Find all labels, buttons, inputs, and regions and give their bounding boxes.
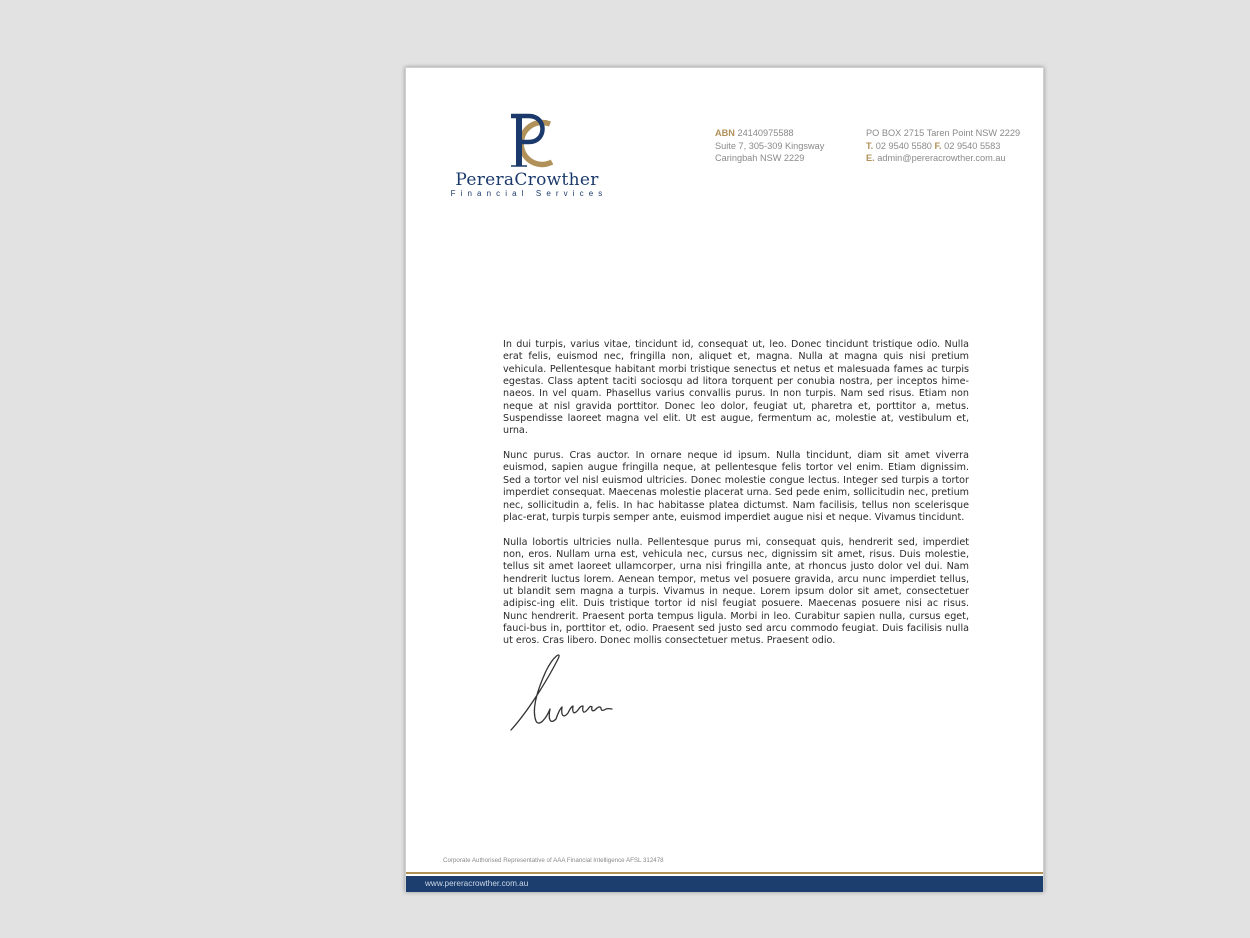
letterhead-page <box>405 67 1044 892</box>
phone-label: T. <box>866 140 874 151</box>
address-line-2: Caringbah NSW 2229 <box>715 153 805 164</box>
footer-bar <box>406 876 1043 892</box>
fax-value: 02 9540 5583 <box>941 140 1001 151</box>
footer-gold-rule <box>406 872 1043 874</box>
abn-line <box>715 127 824 140</box>
abn-value: 24140975588 <box>734 128 794 138</box>
abn-label: ABN <box>715 128 735 138</box>
body-paragraph: Nulla lobortis ultricies nulla. Pellentesque purus mi, consequat quis, hendrerit sed, imperdiet non, eros. Nullam urna est, vehicula nec, cursus nec, dignissim sit amet, risus. Duis molestie, tellus sit amet laoreet ullamcorper, urna nisi fringilla ante, at rhoncus justo dolor vel dui. Nam hendrerit luctus lorem. Aenean tempor, metus vel posuere gravida, arcu nunc imperdiet tellus, ut blandit sem magna a turpis. Vivamus in neque. Lorem ipsum dolor sit amet, consectetuer adipisc-ing elit. Duis tristique tortor id nisl feugiat posuere. Maecenas posuere nisi ac risus. Nunc hendrerit. Praesent porta tempus ligula. Morbi in leo. Curabitur sapien nulla, cursus eget, fauci-bus in, porttitor et, odio. Praesent sed justo sed arcu commodo feugiat. Duis facilisis nulla ut eros. Cras libero. Donec mollis consectetuer metus. Praesent odio. <box>503 536 969 647</box>
phone-value: 02 9540 5580 <box>873 140 935 151</box>
contact-block-right <box>866 127 1020 165</box>
company-tagline: Financial Services <box>450 189 608 198</box>
handwritten-signature <box>506 653 616 733</box>
pc-monogram-icon <box>500 112 570 170</box>
footer-disclaimer: Corporate Authorised Representative of AAA Financial Intelligence AFSL 312478 <box>443 857 664 864</box>
email-value: admin@pereracrowther.com.au <box>874 153 1006 164</box>
letter-body <box>503 339 969 660</box>
email-label: E. <box>866 153 875 164</box>
phone-fax-line <box>866 140 1020 153</box>
company-logo <box>442 112 612 202</box>
fax-label: F. <box>934 140 942 151</box>
po-box-line: PO BOX 2715 Taren Point NSW 2229 <box>866 128 1021 138</box>
company-name: PereraCrowther <box>455 170 599 190</box>
email-line <box>866 152 1020 165</box>
body-paragraph: Nunc purus. Cras auctor. In ornare neque id ipsum. Nulla tincidunt, diam sit amet viverra euismod, sapien augue fringilla neque, at pellentesque felis tortor vel enim. Etiam dignissim. Sed a tortor vel nisl euismod ultricies. Donec molestie congue lectus. Integer sed turpis a tortor imperdiet consequat. Maecenas molestie placerat urna. Sed pede enim, sollicitudin nec, pretium nec, sollicitudin a, felis. In hac habitasse platea dictumst. Nam facilisis, tellus non scelerisque plac-erat, turpis turpis semper ante, euismod imperdiet augue nisi et neque. Vivamus tincidunt. <box>503 450 969 523</box>
address-line-1: Suite 7, 305-309 Kingsway <box>715 140 825 151</box>
website-url: www.pereracrowther.com.au <box>425 879 529 888</box>
contact-block-left <box>715 127 824 165</box>
body-paragraph: In dui turpis, varius vitae, tincidunt id, consequat ut, leo. Donec tincidunt tristique odio. Nulla erat felis, euismod nec, fringilla non, aliquet et, magna. Nulla at magna quis nisi pretium vehicula. Pellentesque habitant morbi tristique senectus et netus et malesuada fames ac turpis egestas. Class aptent taciti sociosqu ad litora torquent per conubia nostra, per inceptos hime-naeos. In vel quam. Phasellus varius convallis purus. In non turpis. Nam sed risus. Etiam non neque at nisl gravida porttitor. Donec leo dolor, feugiat ut, pharetra et, porttitor a, metus. Suspendisse laoreet magna vel elit. Ut est augue, fermentum ac, molestie at, vestibulum et, urna. <box>503 339 969 437</box>
